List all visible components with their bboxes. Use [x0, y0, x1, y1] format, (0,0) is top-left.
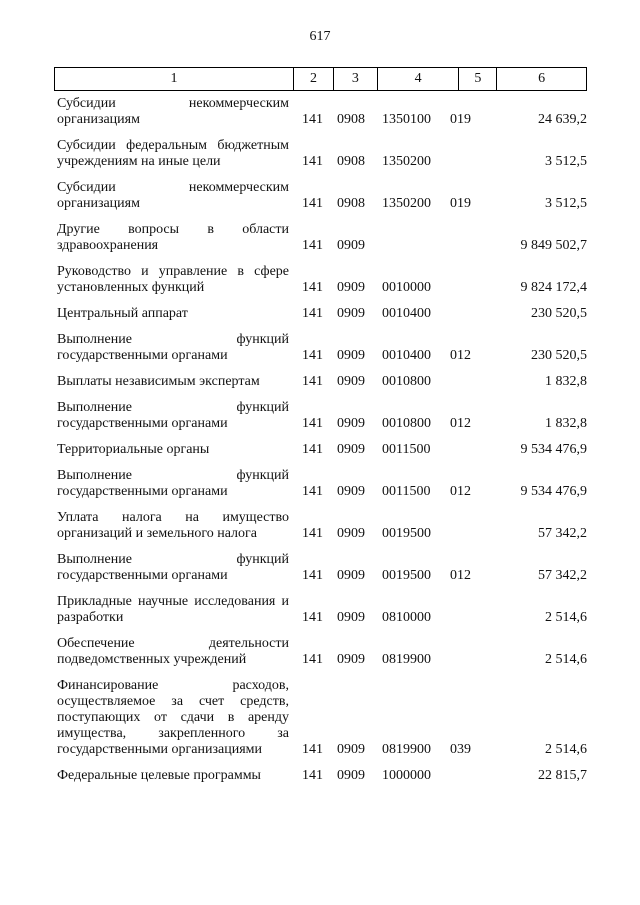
row-name-line: учреждениям на иные цели: [57, 154, 221, 169]
table-body: [57, 96, 587, 794]
row-name: [57, 306, 289, 322]
row-name: [57, 594, 289, 626]
row-name: [57, 552, 289, 584]
table-row: [57, 678, 587, 758]
row-col-2: 141: [302, 196, 323, 211]
row-col-6: 3 512,5: [545, 154, 587, 169]
row-col-6: 1 832,8: [545, 374, 587, 389]
row-name: [57, 768, 289, 784]
row-col-5: 039: [450, 742, 471, 757]
row-name-line: осуществляемое за счет средств,: [57, 694, 289, 709]
row-col-2: 141: [302, 238, 323, 253]
row-name-line: имущества, закрепленного за: [57, 726, 289, 741]
table-row: [57, 468, 587, 500]
row-name-line: Федеральные целевые программы: [57, 768, 261, 783]
table-row: [57, 180, 587, 212]
row-col-2: 141: [302, 742, 323, 757]
table-row: [57, 306, 587, 322]
row-name: [57, 96, 289, 128]
row-col-4: 0010800: [382, 374, 431, 389]
row-col-4: 1000000: [382, 768, 431, 783]
row-col-6: 2 514,6: [545, 610, 587, 625]
row-col-3: 0909: [337, 348, 365, 363]
row-col-4: 1350200: [382, 196, 431, 211]
row-col-6: 9 534 476,9: [520, 442, 587, 457]
row-col-4: 0010000: [382, 280, 431, 295]
row-name-line: государственными органами: [57, 568, 228, 583]
table-row: [57, 594, 587, 626]
row-col-3: 0909: [337, 742, 365, 757]
row-col-4: 0010400: [382, 306, 431, 321]
table-row: [57, 768, 587, 784]
row-name-line: Центральный аппарат: [57, 306, 188, 321]
row-name-line: организациям: [57, 112, 140, 127]
row-name-line: государственными органами: [57, 348, 228, 363]
row-name-line: установленных функций: [57, 280, 205, 295]
row-name-line: Финансирование расходов,: [57, 678, 289, 693]
row-col-3: 0909: [337, 238, 365, 253]
row-col-6: 57 342,2: [538, 526, 587, 541]
row-name-line: здравоохранения: [57, 238, 159, 253]
row-name-line: Субсидии некоммерческим: [57, 180, 289, 195]
row-col-2: 141: [302, 610, 323, 625]
row-name-line: Субсидии некоммерческим: [57, 96, 289, 111]
row-col-6: 9 534 476,9: [520, 484, 587, 499]
row-name: [57, 138, 289, 170]
row-name-line: Выполнение функций: [57, 332, 289, 347]
row-col-6: 22 815,7: [538, 768, 587, 783]
row-col-2: 141: [302, 280, 323, 295]
row-col-5: 012: [450, 568, 471, 583]
row-col-6: 2 514,6: [545, 652, 587, 667]
row-col-3: 0909: [337, 416, 365, 431]
header-col-2: 2: [294, 68, 334, 90]
row-col-6: 2 514,6: [545, 742, 587, 757]
row-name-line: государственными органами: [57, 416, 228, 431]
row-col-6: 57 342,2: [538, 568, 587, 583]
row-name: [57, 636, 289, 668]
row-col-3: 0909: [337, 568, 365, 583]
row-name-line: организациям: [57, 196, 140, 211]
row-name-line: Выполнение функций: [57, 552, 289, 567]
row-name-line: разработки: [57, 610, 124, 625]
row-col-5: 012: [450, 416, 471, 431]
row-col-5: 019: [450, 196, 471, 211]
row-name-line: поступающих от сдачи в аренду: [57, 710, 289, 725]
row-col-2: 141: [302, 568, 323, 583]
row-col-3: 0909: [337, 374, 365, 389]
row-col-2: 141: [302, 374, 323, 389]
header-col-4: 4: [378, 68, 460, 90]
table-row: [57, 96, 587, 128]
row-col-4: 0019500: [382, 568, 431, 583]
row-name: [57, 374, 289, 390]
row-name: [57, 678, 289, 758]
table-row: [57, 374, 587, 390]
row-name-line: Выплаты независимым экспертам: [57, 374, 260, 389]
row-col-6: 230 520,5: [531, 306, 587, 321]
row-col-2: 141: [302, 416, 323, 431]
header-col-6: 6: [538, 71, 546, 86]
row-name-line: Уплата налога на имущество: [57, 510, 289, 525]
row-name: [57, 510, 289, 542]
page-number: 617: [309, 29, 331, 44]
row-col-3: 0908: [337, 196, 365, 211]
row-name-line: Субсидии федеральным бюджетным: [57, 138, 289, 153]
row-col-3: 0909: [337, 610, 365, 625]
row-name-line: Обеспечение деятельности: [57, 636, 289, 651]
row-name-line: подведомственных учреждений: [57, 652, 247, 667]
row-col-4: 0810000: [382, 610, 431, 625]
row-col-2: 141: [302, 348, 323, 363]
row-col-4: 0011500: [382, 484, 431, 499]
row-name: [57, 442, 289, 458]
row-col-3: 0909: [337, 768, 365, 783]
row-name-line: Другие вопросы в области: [57, 222, 289, 237]
row-name-line: государственными организациями: [57, 742, 263, 757]
table-row: [57, 510, 587, 542]
row-col-6: 3 512,5: [545, 196, 587, 211]
row-name: [57, 468, 289, 500]
row-col-2: 141: [302, 768, 323, 783]
row-name-line: Выполнение функций: [57, 468, 289, 483]
row-name-line: Территориальные органы: [57, 442, 210, 457]
row-col-2: 141: [302, 526, 323, 541]
table-row: [57, 442, 587, 458]
row-col-3: 0909: [337, 306, 365, 321]
row-name-line: Прикладные научные исследования и: [57, 594, 289, 609]
row-col-4: 1350100: [382, 112, 431, 127]
row-col-2: 141: [302, 484, 323, 499]
header-col-3: 3: [334, 68, 378, 90]
row-name-line: организаций и земельного налога: [57, 526, 257, 541]
row-col-3: 0909: [337, 484, 365, 499]
row-name-line: государственными органами: [57, 484, 228, 499]
table-row: [57, 400, 587, 432]
row-col-4: 0010400: [382, 348, 431, 363]
row-col-3: 0909: [337, 442, 365, 457]
row-col-2: 141: [302, 112, 323, 127]
table-row: [57, 222, 587, 254]
row-col-6: 24 639,2: [538, 112, 587, 127]
table-row: [57, 138, 587, 170]
row-col-6: 1 832,8: [545, 416, 587, 431]
row-name: [57, 400, 289, 432]
row-name: [57, 264, 289, 296]
row-col-5: 019: [450, 112, 471, 127]
row-name: [57, 332, 289, 364]
row-col-5: 012: [450, 348, 471, 363]
row-name-line: Руководство и управление в сфере: [57, 264, 289, 279]
row-col-6: 9 849 502,7: [520, 238, 587, 253]
table-header: [54, 67, 587, 91]
row-col-3: 0908: [337, 112, 365, 127]
row-col-4: 0010800: [382, 416, 431, 431]
row-col-3: 0909: [337, 652, 365, 667]
row-col-5: 012: [450, 484, 471, 499]
row-col-2: 141: [302, 154, 323, 169]
row-name: [57, 222, 289, 254]
table-row: [57, 552, 587, 584]
row-col-2: 141: [302, 442, 323, 457]
table-row: [57, 332, 587, 364]
header-col-5: 5: [459, 68, 497, 90]
row-col-4: 0011500: [382, 442, 431, 457]
row-col-4: 0019500: [382, 526, 431, 541]
row-col-6: 230 520,5: [531, 348, 587, 363]
row-col-2: 141: [302, 652, 323, 667]
row-col-3: 0909: [337, 526, 365, 541]
row-col-4: 0819900: [382, 742, 431, 757]
row-col-3: 0909: [337, 280, 365, 295]
row-col-6: 9 824 172,4: [520, 280, 587, 295]
table-row: [57, 264, 587, 296]
header-col-1: 1: [55, 68, 294, 90]
row-col-4: 1350200: [382, 154, 431, 169]
row-col-3: 0908: [337, 154, 365, 169]
row-name: [57, 180, 289, 212]
row-name-line: Выполнение функций: [57, 400, 289, 415]
row-col-4: 0819900: [382, 652, 431, 667]
row-col-2: 141: [302, 306, 323, 321]
table-row: [57, 636, 587, 668]
